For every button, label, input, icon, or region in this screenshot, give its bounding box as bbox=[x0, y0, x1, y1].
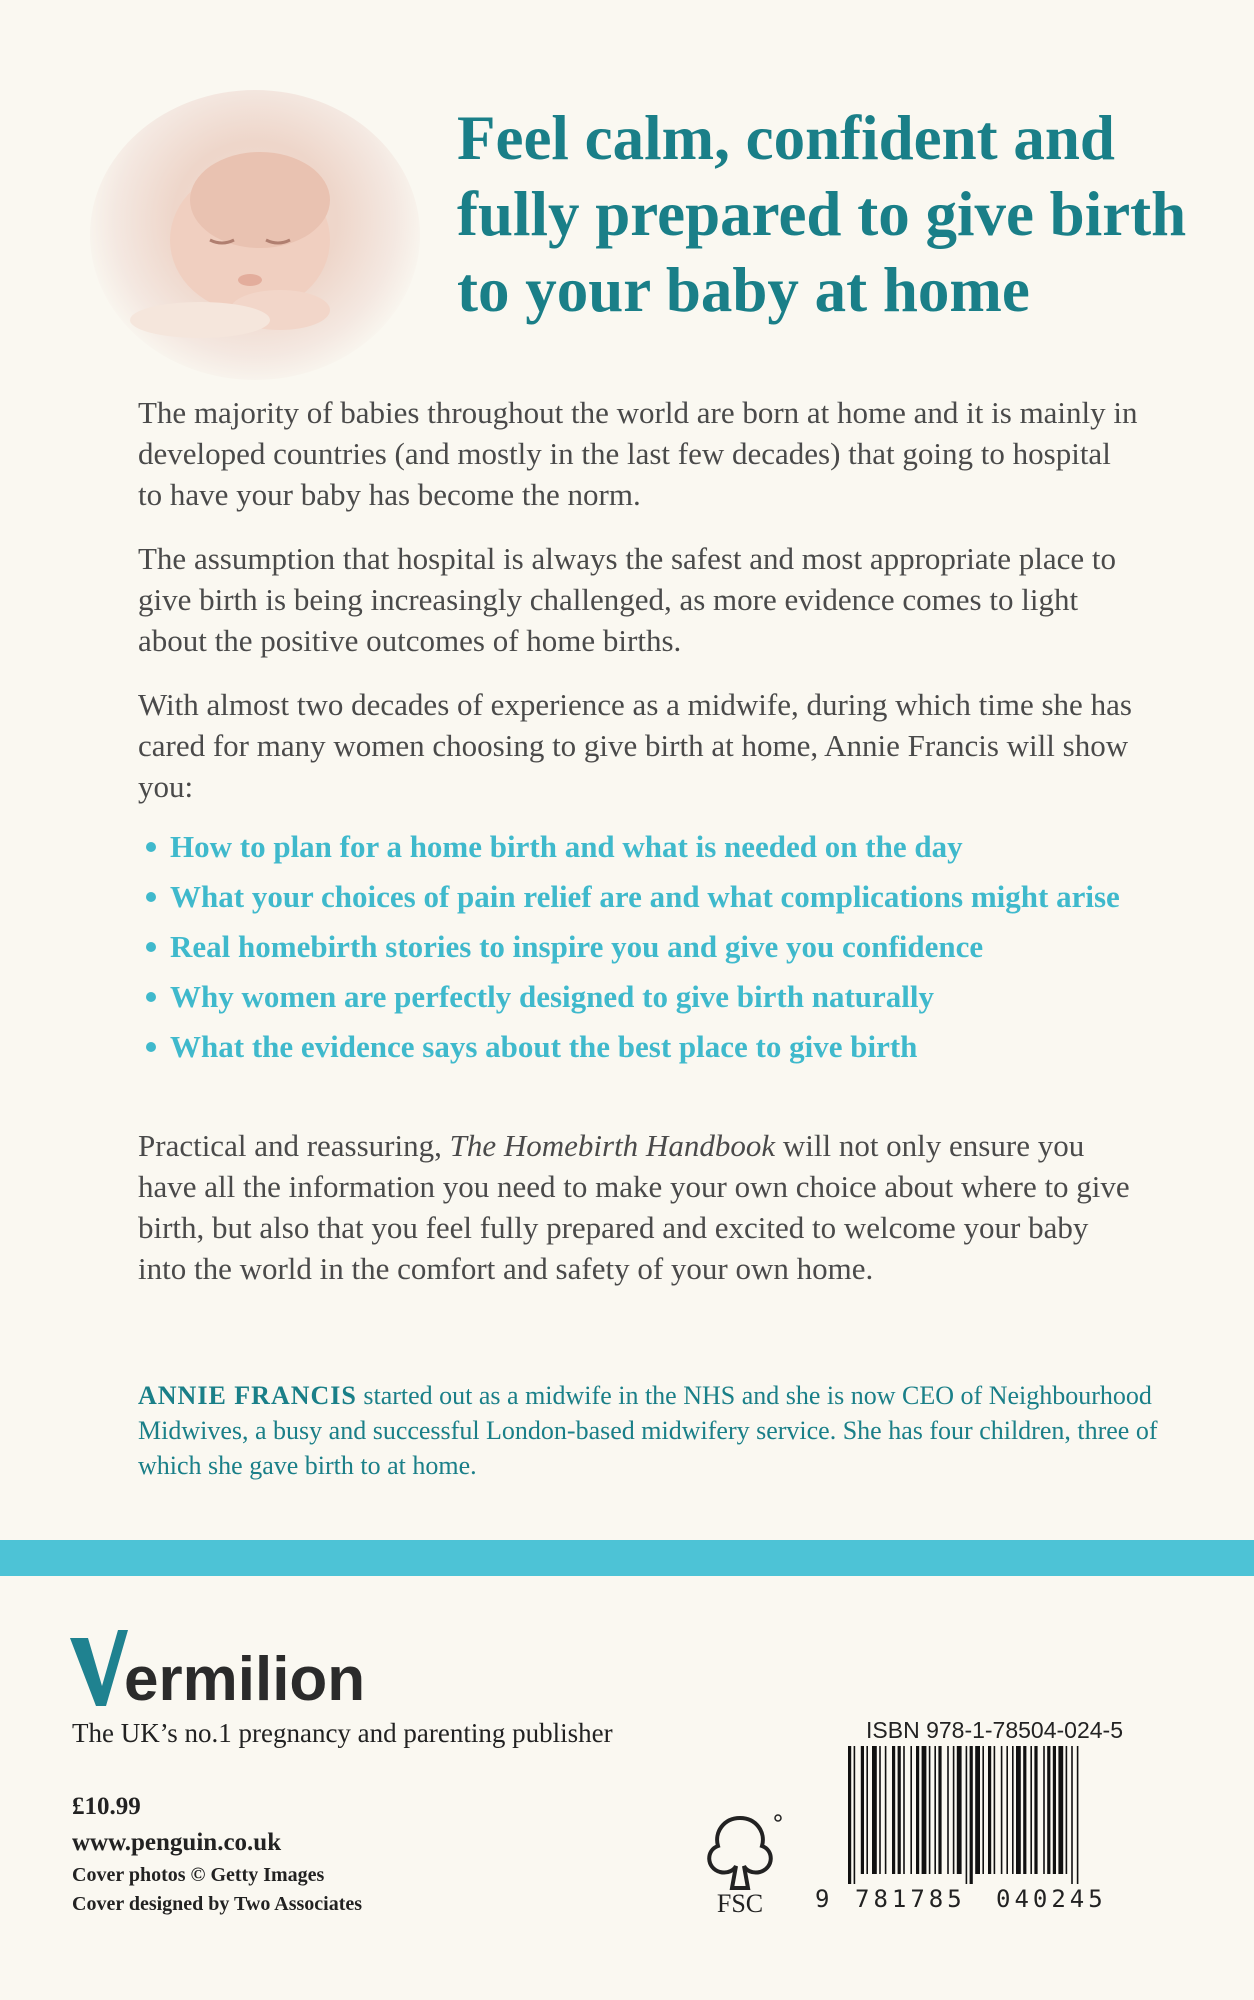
barcode-bar bbox=[910, 1746, 912, 1874]
barcode-bar bbox=[1030, 1746, 1032, 1874]
publisher-tagline: The UK’s no.1 pregnancy and parenting publisher bbox=[72, 1718, 613, 1748]
barcode-bar bbox=[1053, 1746, 1056, 1874]
barcode-bar bbox=[1043, 1746, 1045, 1874]
teal-divider-band bbox=[0, 1540, 1254, 1576]
barcode-bar bbox=[898, 1746, 901, 1874]
isbn-label: ISBN 978-1-78504-024-5 bbox=[866, 1717, 1123, 1743]
closing-text-end: will not only ensure you have all the information you need to make your own choice about where to give birth, but also that you feel fully prepared and excited to welcome your baby into the world in the comfort and safety of your own home. bbox=[138, 1128, 1130, 1286]
barcode-bar bbox=[970, 1746, 973, 1884]
author-name: ANNIE FRANCIS bbox=[138, 1381, 357, 1410]
barcode-bar bbox=[866, 1746, 868, 1874]
barcode-bar bbox=[953, 1746, 955, 1874]
barcode-bar bbox=[1047, 1746, 1050, 1874]
barcode-bar bbox=[982, 1746, 984, 1874]
barcode-bar bbox=[1016, 1746, 1021, 1874]
barcode-bar bbox=[861, 1746, 864, 1874]
headline: Feel calm, confident and fully prepared to give birth to your baby at home bbox=[457, 103, 1187, 325]
fsc-tree-icon bbox=[690, 1808, 790, 1918]
vermilion-logo bbox=[68, 1628, 388, 1708]
barcode-bar bbox=[916, 1746, 919, 1874]
experience-paragraph: With almost two decades of experience as a midwife, during which time she has cared for many women choosing to give birth at home, Annie Francis will show you: bbox=[138, 687, 1132, 804]
benefits-list bbox=[170, 826, 1130, 1076]
barcode-bar bbox=[1077, 1746, 1079, 1884]
barcode-bar bbox=[1071, 1746, 1073, 1884]
list-item: What your choices of pain relief are and what complications might arise bbox=[170, 876, 1130, 917]
barcode-bar bbox=[1034, 1746, 1037, 1874]
website-link[interactable]: www.penguin.co.uk bbox=[72, 1829, 282, 1856]
barcode-bar bbox=[1058, 1746, 1063, 1874]
fsc-label: FSC bbox=[716, 1889, 764, 1918]
barcode-bar bbox=[994, 1746, 996, 1874]
barcode-bar bbox=[975, 1746, 980, 1874]
barcode-bar bbox=[892, 1746, 895, 1874]
barcode-bar bbox=[1001, 1746, 1003, 1874]
barcode-bar bbox=[903, 1746, 905, 1874]
design-credit: Cover designed by Two Associates bbox=[72, 1893, 363, 1915]
barcode-bar bbox=[988, 1746, 991, 1874]
barcode-bar bbox=[938, 1746, 941, 1874]
barcode-bar bbox=[947, 1746, 949, 1874]
list-item: What the evidence says about the best place to give birth bbox=[170, 1026, 1130, 1067]
barcode-bar bbox=[957, 1746, 962, 1874]
barcode-bar bbox=[879, 1746, 881, 1874]
photo-credit: Cover photos © Getty Images bbox=[72, 1864, 325, 1886]
author-bio-text: started out as a midwife in the NHS and she is now CEO of Neighbourhood Midwives, a busy and successful London-based midwifery service. She has four children, three of which she gave birth to at home. bbox=[138, 1381, 1158, 1480]
barcode-bar bbox=[922, 1746, 927, 1874]
barcode-bar bbox=[1066, 1746, 1068, 1874]
barcode-bar bbox=[1023, 1746, 1026, 1874]
list-item: How to plan for a home birth and what is needed on the day bbox=[170, 826, 1130, 867]
barcode-bar bbox=[934, 1746, 936, 1874]
closing-text-start: Practical and reassuring, bbox=[138, 1128, 450, 1163]
barcode-digits-left: 781785 bbox=[855, 1885, 966, 1913]
closing-paragraph bbox=[138, 1125, 1138, 1289]
book-title: The Homebirth Handbook bbox=[449, 1128, 776, 1163]
barcode-bar bbox=[848, 1746, 851, 1884]
barcode-bar bbox=[854, 1746, 856, 1884]
barcode-bar bbox=[872, 1746, 877, 1874]
assumption-paragraph: The assumption that hospital is always the safest and most appropriate place to give birth is being increasingly challenged, as more evidence comes to light about the positive outcomes of home births. bbox=[138, 541, 1116, 658]
price: £10.99 bbox=[72, 1793, 141, 1820]
list-item: Why women are perfectly designed to give birth naturally bbox=[170, 976, 1130, 1017]
intro-paragraph: The majority of babies throughout the world are born at home and it is mainly in developed countries (and mostly in the last few decades) that going to hospital to have your baby has become the norm. bbox=[138, 395, 1138, 512]
barcode-bar bbox=[966, 1746, 968, 1884]
barcode-bar bbox=[1012, 1746, 1014, 1874]
barcode-bar bbox=[885, 1746, 887, 1874]
barcode-bar bbox=[1006, 1746, 1008, 1874]
author-bio bbox=[138, 1378, 1198, 1483]
barcode-first-digit: 9 bbox=[815, 1885, 830, 1913]
baby-photo bbox=[90, 90, 420, 380]
barcode bbox=[846, 1746, 1141, 1884]
logo-wordmark: ermilion bbox=[124, 1645, 366, 1708]
barcode-bar bbox=[929, 1746, 931, 1874]
barcode-digits-right: 040245 bbox=[996, 1885, 1107, 1913]
list-item: Real homebirth stories to inspire you and give you confidence bbox=[170, 926, 1130, 967]
